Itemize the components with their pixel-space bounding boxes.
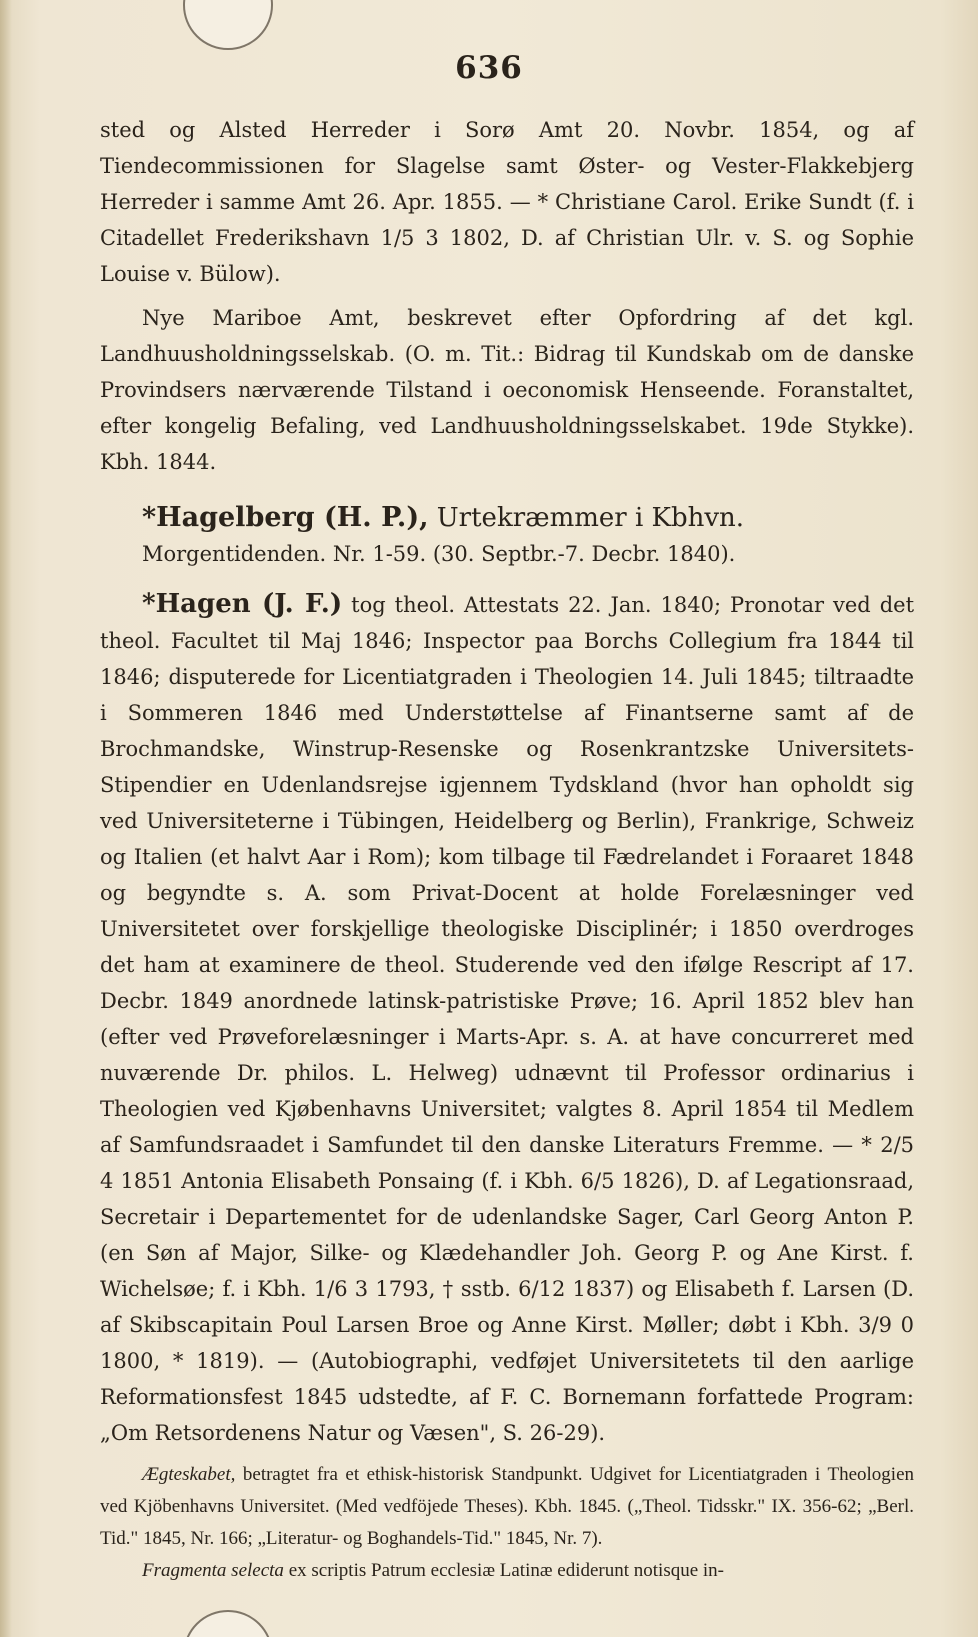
entry-hagen-text: tog theol. Attestats 22. Jan. 1840; Pronotar ved det theol. Facultet til Maj 1846; Inspector paa Borchs Collegium fra 1844 til 1846; disputerede for Licentiatgraden i Theologien 14. Juli 1845; tiltraadte i Sommeren 1846 med Understøttelse af Finantserne samt af de Brochmandske, Winstrup-Resenske og Rosenkrantzske Universitets-Stipendier en Udenlandsrejse igjennem Tydskland (hvor han opholdt sig ved Universiteterne i Tübingen, Heidelberg og Berlin), Frankrige, Schweiz og Italien (et halvt Aar i Rom); kom tilbage til Fædrelandet i Foraaret 1848 og begyndte s. A. som Privat-Docent at holde Forelæsninger ved Universitetet over forskjellige theologiske Disciplinér; i 1850 overdroges det ham at examinere de theol. Studerende ved den ifølge Rescript af 17. Decbr. 1849 anordnede latinsk-patristiske Prøve; 16. April 1852 blev han (efter ved Prøveforelæsninger i Marts-Apr. s. A. at have concurreret med nuværende Dr. philos. L. Helweg) udnævnt til Professor ordinarius i Theologien ved Kjøbenhavns Universitet; valgtes 8. April 1854 til Medlem af Samfundsraadet i Samfundet til den danske Literaturs Fremme. — * 2/5 4 1851 Antonia Elisabeth Ponsaing (f. i Kbh. 6/5 1826), D. af Legationsraad, Secretair i Departementet for de udenlandske Sager, Carl Georg Anton P. (en Søn af Major, Silke- og Klædehandler Joh. Georg P. og Ane Kirst. f. Wichelsøe; f. i Kbh. 1/6 3 1793, † sstb. 6/12 1837) og Elisabeth f. Larsen (D. af Skibscapitain Poul Larsen Broe og Anne Kirst. Møller; døbt i Kbh. 3/9 0 1800, * 1819). — (Autobiographi, vedføjet Universitetets til den aarlige Reformationsfest 1845 udstedte, af F. C. Bornemann forfattede Program: „Om Retsordenens Natur og Væsen", S. 26-29). — [100, 593, 915, 1445]
entry-aegteskabet-text: betragtet fra et ethisk-historisk Standpunkt. Udgivet for Licentiatgraden i Theologien ved Kjöbenhavns Universitet. (Med vedföjede Theses). Kbh. 1845. („Theol. Tidsskr." IX. 356-62; „Berl. Tid." 1845, Nr. 166; „Literatur- og Boghandels-Tid." 1845, Nr. 7). — [100, 1464, 915, 1549]
entry-hagen-name: *Hagen (J. F.) — [142, 589, 343, 619]
entry-hagelberg-heading — [100, 500, 914, 536]
binding-hole-bottom — [183, 1610, 273, 1637]
entry-fragmenta-text: ex scriptis Patrum ecclesiæ Latinæ ediderunt notisque in- — [288, 1560, 725, 1581]
entry-fragmenta — [100, 1555, 914, 1587]
entry-hagelberg-name: *Hagelberg (H. P.), — [142, 502, 429, 533]
entry-hagelberg-title: Urtekræmmer i Kbhvn. — [436, 503, 745, 533]
entry-aegteskabet — [100, 1459, 914, 1555]
page-content — [100, 112, 914, 1587]
page-number: 636 — [455, 50, 523, 86]
page-edge-shadow — [0, 0, 12, 1637]
entry-aegteskabet-title: Ægteskabet, — [142, 1464, 236, 1485]
entry-fragmenta-title: Fragmenta selecta — [142, 1560, 284, 1581]
entry-hagelberg-text: Morgentidenden. Nr. 1-59. (30. Septbr.-7. Decbr. 1840). — [142, 542, 736, 566]
binding-hole-top — [183, 0, 273, 50]
entry-continuation: sted og Alsted Herreder i Sorø Amt 20. Novbr. 1854, og af Tiendecommissionen for Slagelse samt Øster- og Vester-Flakkebjerg Herreder i samme Amt 26. Apr. 1855. — * Christiane Carol. Erike Sundt (f. i Citadellet Frederikshavn 1/5 3 1802, D. af Christian Ulr. v. S. og Sophie Louise v. Bülow). — [100, 118, 914, 286]
entry-mariboe: Nye Mariboe Amt, beskrevet efter Opfordring af det kgl. Landhuusholdningsselskab. (O. m. Tit.: Bidrag til Kundskab om de danske Provindsers nærværende Tilstand i oeconomisk Henseende. Foranstaltet, efter kongelig Befaling, ved Landhuusholdningsselskabet. 19de Stykke). Kbh. 1844. — [100, 306, 914, 474]
entry-hagen — [100, 586, 914, 1451]
